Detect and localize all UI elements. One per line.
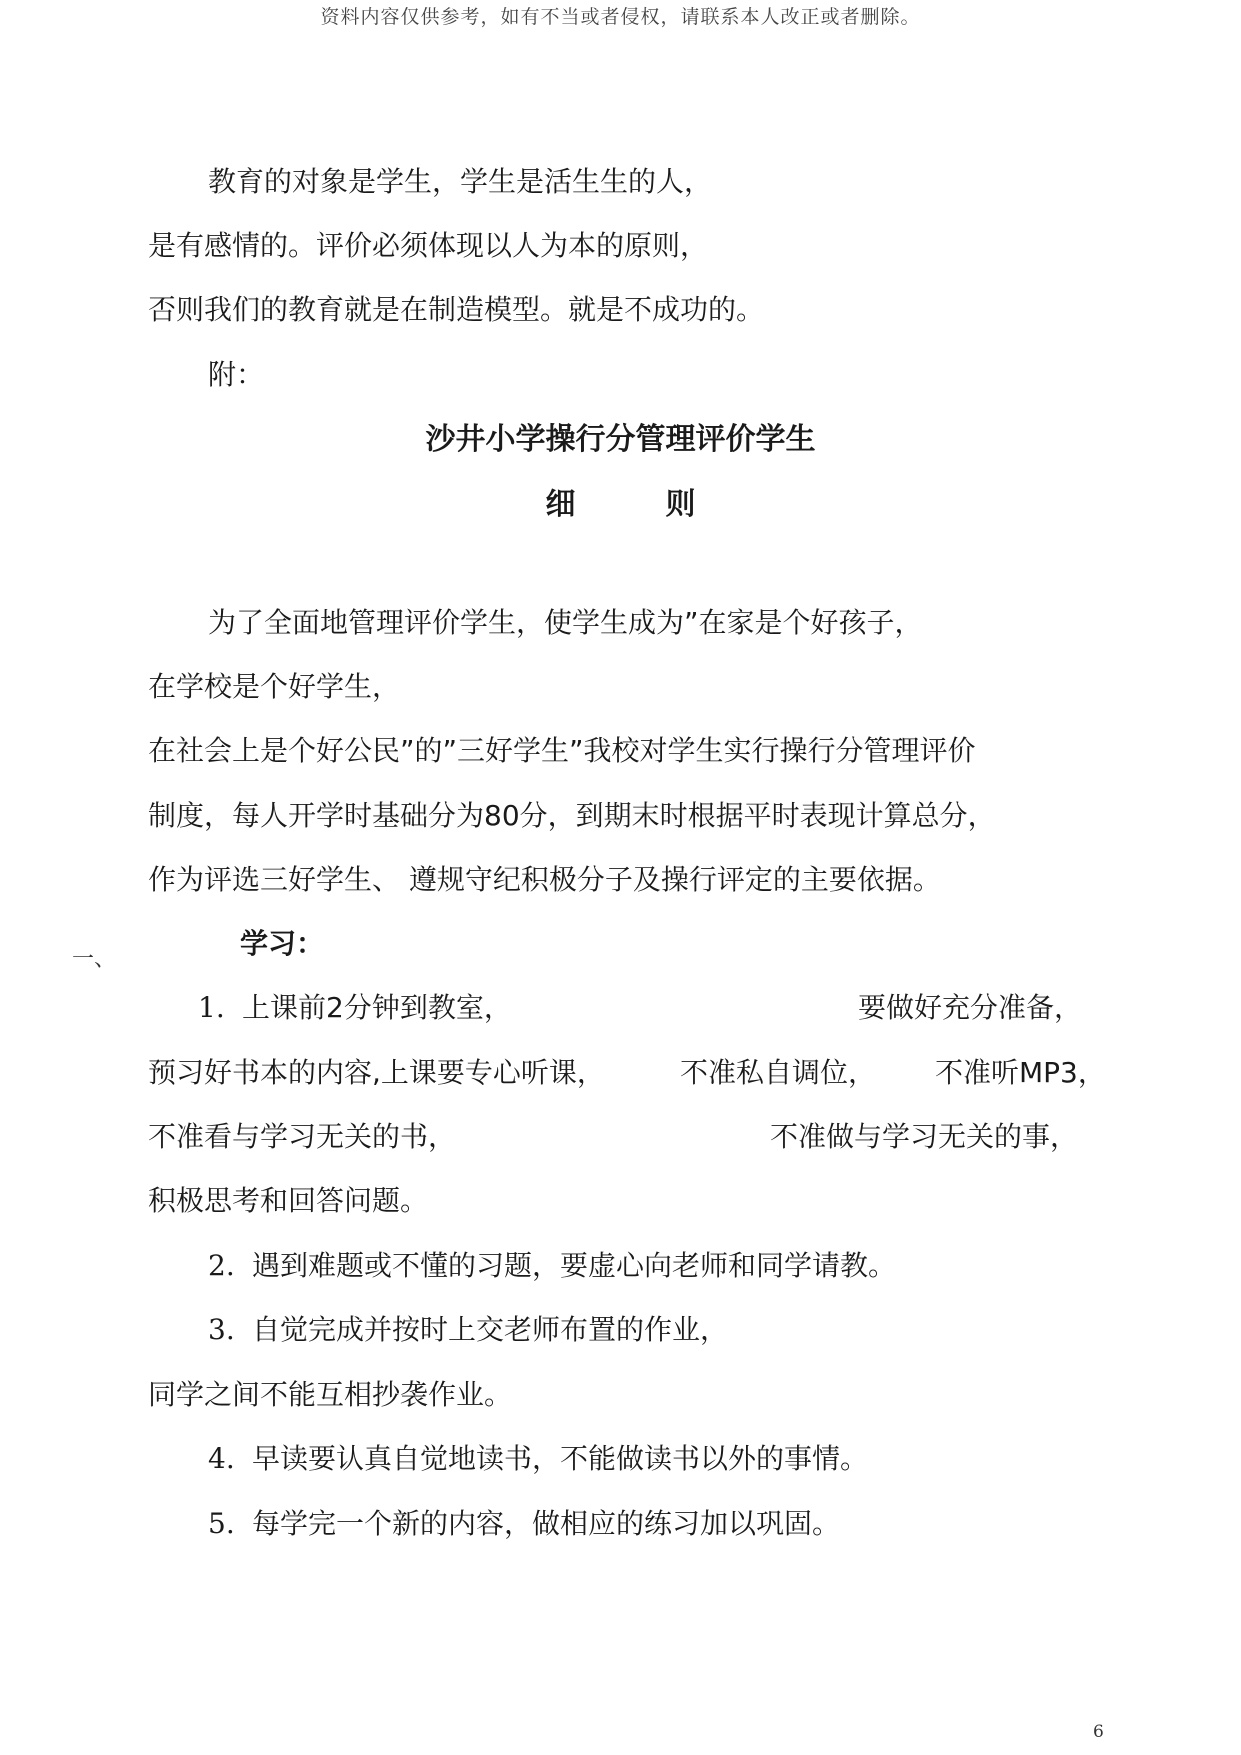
para-line-5: 作为评选三好学生、 遵规守纪积极分子及操行评定的主要依据。 [148,863,941,896]
subtitle-char-1: 细 [545,487,576,522]
item-5-number: 5. [208,1507,235,1540]
item-5-text: 每学完一个新的内容，做相应的练习加以巩固。 [252,1507,841,1540]
intro-line-2: 是有感情的。评价必须体现以人为本的原则， [148,229,709,262]
item-1-text-c: 预习好书本的内容,上课要专心听课， [148,1056,605,1089]
para-line-2: 在学校是个好学生， [148,670,401,703]
item-3-text: 自觉完成并按时上交老师布置的作业， [252,1313,729,1346]
section-marker: 一、 [72,947,117,972]
item-4-text: 早读要认真自觉地读书，不能做读书以外的事情。 [252,1442,869,1475]
item-1-text-d: 不准私自调位， [680,1056,877,1089]
document-subtitle [0,485,1241,525]
item-1-text-f: 不准看与学习无关的书， [148,1120,457,1153]
document-title: 沙井小学操行分管理评价学生 [425,422,816,457]
disclaimer-header: 资料内容仅供参考，如有不当或者侵权，请联系本人改正或者删除。 [320,6,921,28]
appendix-label: 附： [208,358,265,391]
item-1-text-h: 积极思考和回答问题。 [148,1184,429,1217]
item-4-number: 4. [208,1442,235,1475]
item-3-number: 3. [208,1313,235,1346]
para-line-3: 在社会上是个好公民”的”三好学生”我校对学生实行操行分管理评价 [148,734,976,767]
section-heading: 学习： [240,927,325,960]
item-1-text-e: 不准听MP3， [935,1056,1106,1089]
page-number: 6 [1093,1722,1104,1742]
item-2-number: 2. [208,1249,235,1282]
intro-line-1: 教育的对象是学生，学生是活生生的人， [208,165,713,198]
item-1-number: 1. [198,991,225,1024]
para-line-1: 为了全面地管理评价学生，使学生成为”在家是个好孩子， [208,606,923,639]
para-line-4: 制度，每人开学时基础分为80分，到期末时根据平时表现计算总分， [148,799,996,832]
item-2-text: 遇到难题或不懂的习题，要虚心向老师和同学请教。 [252,1249,897,1282]
item-1-text-b: 要做好充分准备， [858,991,1083,1024]
item-1-text-g: 不准做与学习无关的事， [770,1120,1079,1153]
item-3-continuation: 同学之间不能互相抄袭作业。 [148,1378,513,1411]
intro-line-3: 否则我们的教育就是在制造模型。就是不成功的。 [148,293,765,326]
item-1-text-a: 上课前2分钟到教室， [242,991,512,1024]
subtitle-char-2: 则 [665,487,696,522]
